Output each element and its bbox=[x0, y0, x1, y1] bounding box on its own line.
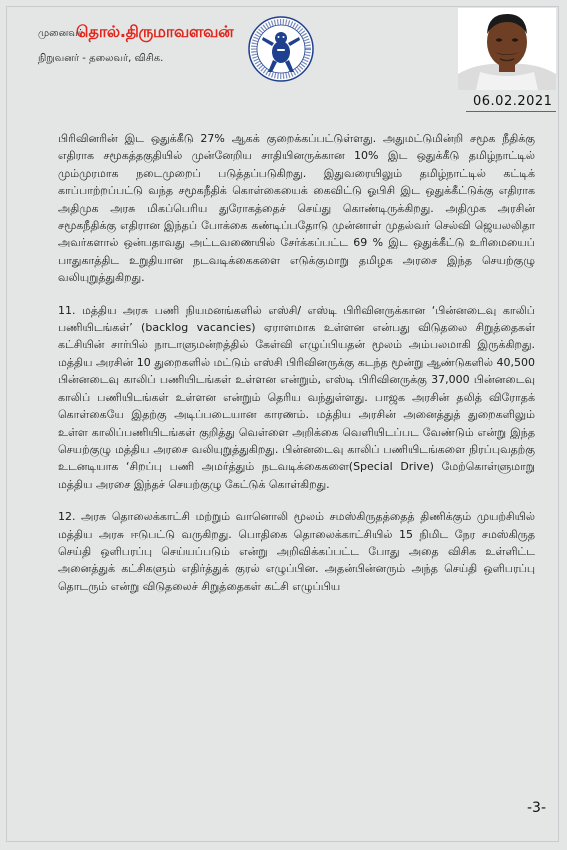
leader-portrait-photo bbox=[458, 8, 556, 90]
party-emblem-logo bbox=[244, 14, 318, 84]
paragraph-12-sanskrit-broadcast: 12. அரசு தொலைக்காட்சி மற்றும் வானொலி மூலம் சமஸ்கிருதத்தைத் திணிக்கும் முயற்சியில் மத்திய அரசு ஈடுபட்டு வருகிறது. பொதிகை தொலைக்காட்சியில் 15 நிமிட நேர சமஸ்கிருத செய்தி ஒளிபரப்பு செய்யப்படும் என்று அறிவிக்கப்பட்ட போது அதை விசிக உள்ளிட்ட அனைத்துக் கட்சிகளும் எதிர்த்துக் குரல் எழுப்பின. அதன்பின்னரும் அந்த செய்தி ஒளிபரப்பு தொடரும் என்று விடுதலைச் சிறுத்தைகள் கட்சி எழுப்பிய bbox=[58, 510, 535, 593]
document-body bbox=[58, 130, 535, 595]
leader-name: தொல்.திருமாவளவன் bbox=[76, 22, 234, 41]
paragraph-11-backlog-vacancies: 11. மத்திய அரசு பணி நியமனங்களில் எஸ்சி/ எஸ்டி பிரிவினருக்கான ‘பின்னடைவு காலிப் பணியிடங்கள்’ (backlog vacancies) ஏராளமாக உள்ளன என்பது விடுதலை சிறுத்தைகள் கட்சியின் சார்பில் நாடாளுமன்றத்தில் கேள்வி எழுப்பியதன் மூலம் அம்பலமாகி இருக்கிறது. மத்திய அரசின் 10 துறைகளில் மட்டும் எஸ்சி பிரிவினருக்கு கடந்த மூன்று ஆண்டுகளில் 40,500 பின்னடைவு காலிப் பணியிடங்கள் உள்ளன என்றும், எஸ்டி பிரிவினருக்கு 37,000 பின்னடைவு காலிப் பணியிடங்கள் உள்ளன என்றும் தெரிய வந்துள்ளது. பாஜக அரசின் தலித் விரோதக் கொள்கையே இதற்கு அடிப்படையான காரணம். மத்திய அரசின் அனைத்துத் துறைகளிலும் உள்ள காலிப்பணியிடங்கள் குறித்து வெள்ளை அறிக்கை வெளியிடப்பட வேண்டும் என்று இந்த செயற்குழு மத்திய அரசை வலியுறுத்துகிறது. பின்னடைவு காலிப் பணியிடங்களை நிரப்புவதற்கு உடனடியாக ‘சிறப்பு பணி அமர்த்தும் நடவடிக்கைகளை(Special Drive) மேற்கொள்ளுமாறு மத்திய அரசை இந்தச் செயற்குழு கேட்டுக் கொள்கிறது. bbox=[58, 303, 536, 491]
page-number: -3- bbox=[527, 800, 547, 816]
paragraph-continuation: பிரிவினரின் இட ஒதுக்கீடு 27% ஆகக் குறைக்கப்பட்டுள்ளது. அதுமட்டுமின்றி சமூக நீதிக்கு எதிராக சமூகத்தகுதியில் முன்னேறிய சாதியினருக்கான 10% இட ஒதுக்கீடு தமிழ்நாட்டில் மும்முரமாக நடைமுறைப் படுத்தப்படுகிறது. இதுவரையிலும் தமிழ்நாட்டில் கட்டிக் காப்பாற்றப்பட்டு வந்த சமூகநீதிக் கொள்கையைக் கைவிட்டு ஓபிசி இட ஒதுக்கீட்டுக்கு எதிராக அதிமுக அரசு மிகப்பெரிய துரோகத்தைச் செய்து கொண்டிருக்கிறது. அதிமுக அரசின் சமூகநீதிக்கு எதிரான இந்தப் போக்கை கண்டிப்பதோடு முன்னாள் முதல்வர் செல்வி ஜெயலலிதா அவர்களால் ஒன்பதாவது அட்டவணையில் சேர்க்கப்பட்ட 69 % இட ஒதுக்கீட்டு உரிமையைப் பாதுகாத்திட உறுதியான நடவடிக்கைகளை எடுக்குமாறு தமிழக அரசை இந்த செயற்குழு வலியுறுத்துகிறது. bbox=[58, 132, 535, 285]
letterhead bbox=[0, 0, 567, 92]
leader-title-label: முனைவர் bbox=[38, 28, 84, 39]
date-underline bbox=[466, 111, 556, 112]
leader-role: நிறுவனர் - தலைவர், விசிக. bbox=[38, 53, 164, 64]
document-date: 06.02.2021 bbox=[473, 94, 553, 109]
